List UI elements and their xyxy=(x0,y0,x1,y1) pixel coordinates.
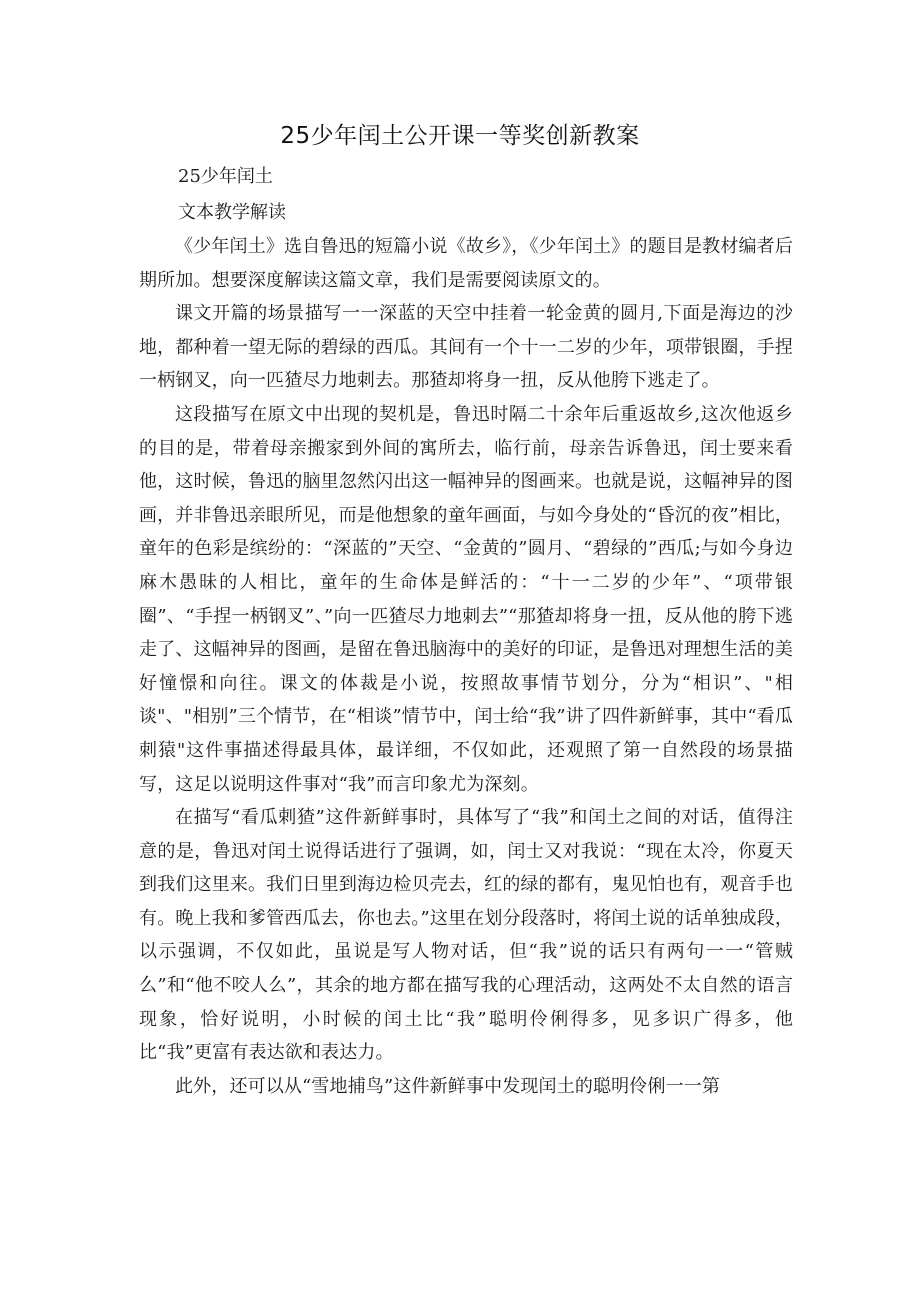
paragraph: 《少年闰土》选自鲁迅的短篇小说《故乡》，《少年闰土》的题目是教材编者后期所加。想要深度解读这篇文章，我们是需要阅读原文的。 xyxy=(139,236,793,291)
paragraph: 此外，还可以从“雪地捕鸟”这件新鲜事中发现闰土的聪明伶俐一一第 xyxy=(175,1075,721,1097)
lesson-title: 25少年闰土 xyxy=(178,166,273,187)
paragraph: 这段描写在原文中出现的契机是，鲁迅时隔二十余年后重返故乡,这次他返乡的目的是，带着母亲搬家到外间的寓所去，临行前，母亲告诉鲁迅，闰士要来看他，这时候，鲁迅的脑里忽然闪出这一幅神异的图画来。也就是说，这幅神异的图画，并非鲁迅亲眼所见，而是他想象的童年画面，与如今身处的“昏沉的夜”相比，童年的色彩是缤纷的：“深蓝的”天空、“金黄的”圆月、“碧绿的”西瓜;与如今身边麻木愚昧的人相比，童年的生命体是鲜活的：“十一二岁的少年”、“项带银圈”、“手捏一柄钢叉”、”向一匹猹尽力地刺去”“那猹却将身一扭，反从他的胯下逃走了、这幅神异的图画，是留在鲁迅脑海中的美好的印证，是鲁迅对理想生活的美好憧憬和向往。课文的体裁是小说，按照故事情节划分，分为“相识”、"相谈"、"相别”三个情节，在“相谈”情节中，闰士给“我”讲了四件新鲜事，其中“看瓜刺猿"这件事描述得最具体，最详细，不仅如此，还观照了第一自然段的场景描写，这足以说明这件事对“我”而言印象尤为深刻。 xyxy=(139,403,793,795)
document-body xyxy=(139,230,793,1103)
paragraph: 在描写“看瓜剌猹”这件新鲜事时，具体写了“我”和闰土之间的对话，值得注意的是，鲁迅对闰土说得话进行了强调，如，闰士又对我说：“现在太冷，你夏天到我们这里来。我们日里到海边检贝壳去，红的绿的都有，鬼见怕也有，观音手也有。晚上我和爹管西瓜去，你也去。”这里在划分段落时，将闰土说的话单独成段，以示强调，不仅如此，虽说是写人物对话，但“我”说的话只有两句一一“管贼么”和“他不咬人么”，其余的地方都在描写我的心理活动，这两处不太自然的语言现象，恰好说明，小时候的闰土比“我”聪明伶俐得多，见多识广得多，他比“我”更富有表达欲和表达力。 xyxy=(139,807,793,1064)
document-title: 25少年闰土公开课一等奖创新教案 xyxy=(280,123,640,149)
paragraph: 课文开篇的场景描写一一深蓝的天空中挂着一轮金黄的圆月,下面是海边的沙地，都种着一望无际的碧绿的西瓜。其间有一个十一二岁的少年，项带银圈，手捏一柄钢叉，向一匹猹尽力地刺去。那猹却将身一扭，反从他胯下逃走了。 xyxy=(139,303,793,392)
section-heading: 文本教学解读 xyxy=(178,202,286,223)
